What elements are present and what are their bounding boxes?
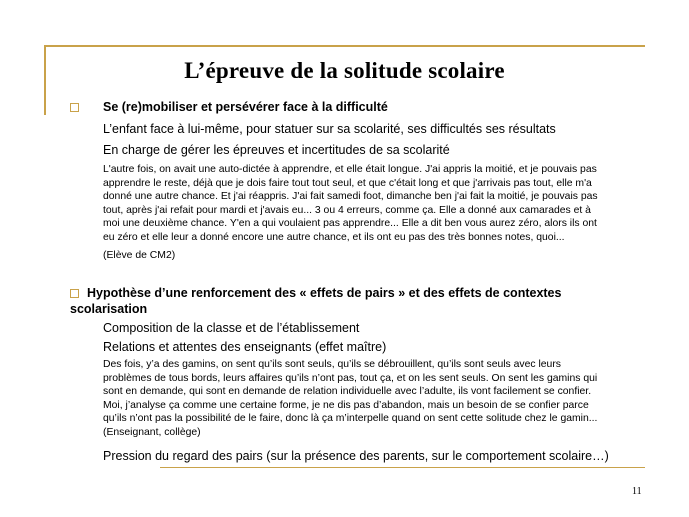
section2-point-1: Composition de la classe et de l’établissement: [103, 321, 360, 335]
bottom-accent-rule: [160, 467, 645, 468]
checkbox-bullet-icon: [70, 289, 79, 298]
quote-line: sont en demande, qui sont en demande de relation individuelle avec l’adulte, ils vont facilement se confier.: [103, 386, 592, 398]
checkbox-bullet-icon: [70, 103, 79, 112]
section2-point-2: Relations et attentes des enseignants (effet maître): [103, 340, 387, 354]
quote-line: L'autre fois, on avait une auto-dictée à apprendre, et elle était longue. J'ai appris la moitié, et je pouvais pas: [103, 164, 597, 175]
slide-title: L’épreuve de la solitude scolaire: [184, 58, 505, 83]
frame-top-rule: [44, 45, 645, 47]
quote-line: donné une autre chance. Et j'ai réappris. J'ai fait samedi foot, dimanche ben j'ai fait la moitié, je pouvais pas: [103, 191, 598, 203]
quote-line: eu zéro et elle leur a donné encore une autre chance, et ils ont eu pas des très bonnes notes, quoi...: [103, 231, 565, 243]
section2-heading-line2: scolarisation: [70, 302, 148, 316]
quote-line: tout, après j'ai refait pour mardi et j'avais eu... 3 ou 4 erreurs, comme ça. Elle a donné aux camarades et à: [103, 204, 591, 216]
quote-line: apprendre le reste, déjà que je dois faire tout tout seul, et que c'était long et que j'arrivais pas tout, elle m'a: [103, 177, 592, 189]
section1-heading: Se (re)mobiliser et persévérer face à la difficulté: [103, 100, 388, 114]
section2-quote: [103, 358, 597, 440]
quote-source: (Elève de CM2): [103, 249, 176, 261]
page-number: 11: [632, 486, 642, 497]
quote-source: (Enseignant, collège): [103, 426, 201, 438]
quote-line: Moi, j’analyse ça comme une certaine forme, je ne dis pas d’abandon, mais un besoin de se confier parce: [103, 399, 589, 411]
section2-last-point: Pression du regard des pairs (sur la présence des parents, sur le comportement scolaire…): [103, 449, 609, 463]
quote-line: moi une deuxième chance. Y'en a qui voulaient pas apprendre... Elle a dit ben vous aurez zéro, alors ils ont: [103, 218, 597, 230]
quote-line: qu’ils n’ont pas la possibilité de le faire, donc là ça m’interpelle quand on sent cette solitude chez le gamin...: [103, 413, 598, 425]
section2-heading-line1: Hypothèse d’une renforcement des « effets de pairs » et des effets de contextes: [87, 286, 562, 300]
quote-line: Des fois, y’a des gamins, on sent qu’ils sont seuls, qu’ils se débrouillent, qu’ils sont seuls avec leurs: [103, 359, 561, 370]
section1-point-2: En charge de gérer les épreuves et incertitudes de sa scolarité: [103, 143, 450, 157]
section1-quote: [103, 163, 598, 262]
quote-line: problèmes de tous bords, leurs affaires qu’ils n’ont pas, tout ça, et on les sent seuls. On sent les gamins qui: [103, 372, 598, 384]
section1-point-1: L’enfant face à lui-même, pour statuer sur sa scolarité, ses difficultés ses résultats: [103, 122, 556, 136]
